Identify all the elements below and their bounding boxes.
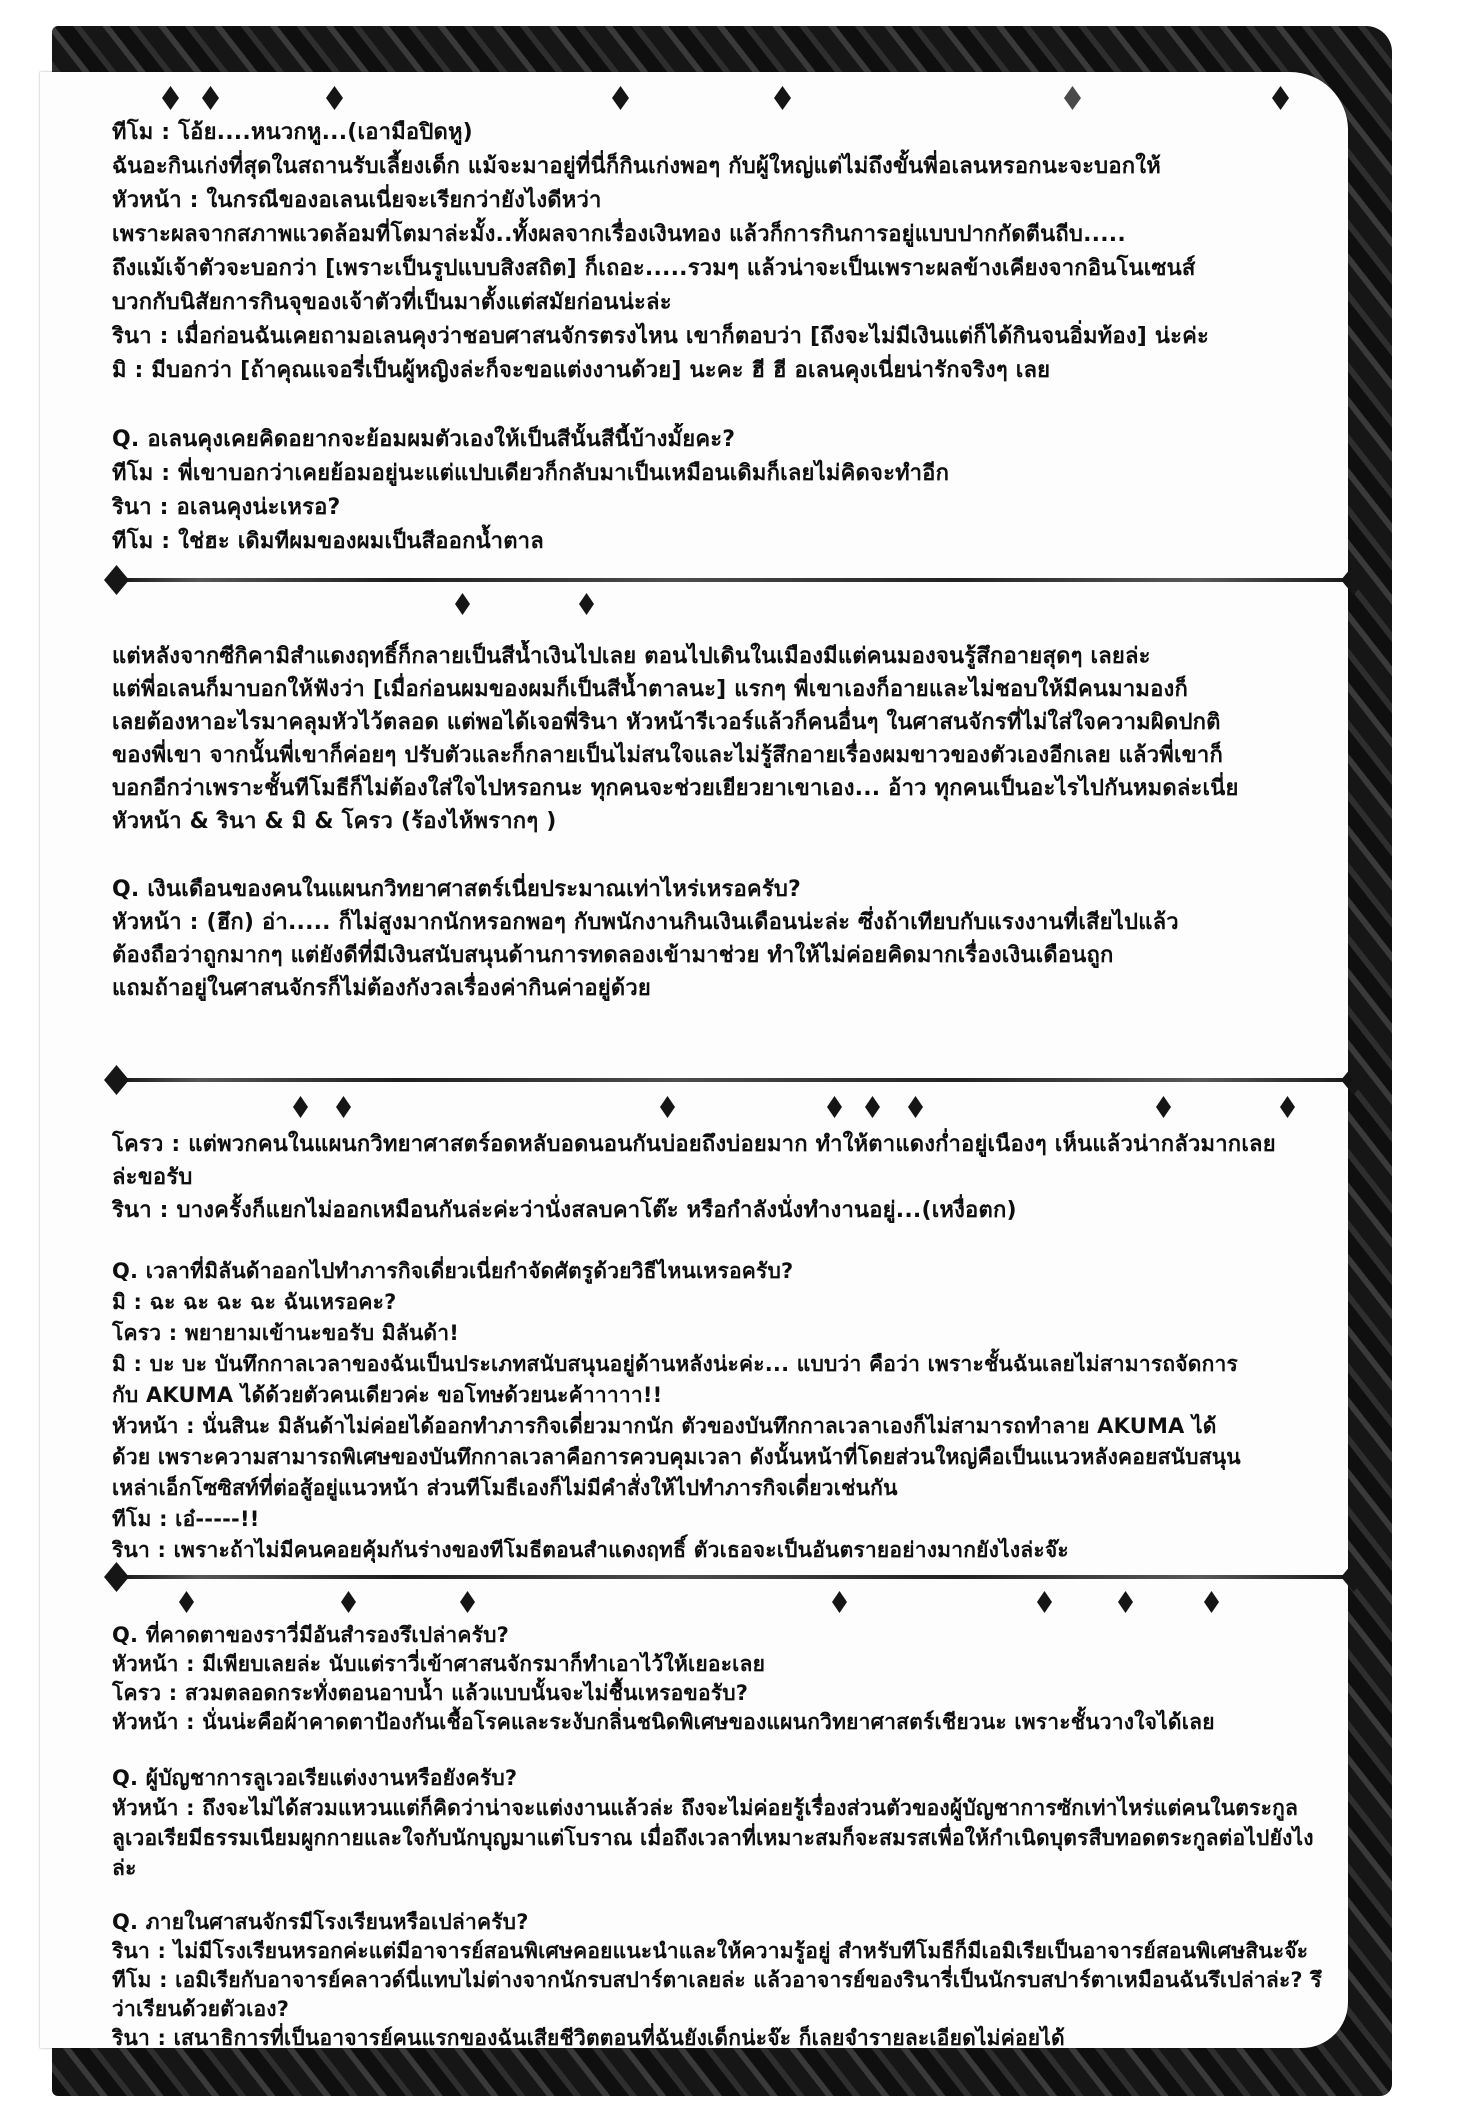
dialogue-line: เหล่าเอ็กโซซิสท์ที่ต่อสู้อยู่แนวหน้า ส่วนทีโมธีเองก็ไม่มีคำสั่งให้ไปทำภารกิจเดี่ยวเช่นกัน — [112, 1476, 898, 1500]
divider-diamond-icon — [104, 1065, 129, 1095]
dialogue-line: โครว : แต่พวกคนในแผนกวิทยาศาสตร์อดหลับอดนอนกันบ่อยถึงบ่อยมาก ทำให้ตาแดงก่ำอยู่เนืองๆ เห็นแล้วน่ากลัวมากเลย — [112, 1132, 1276, 1157]
qa-block-salary — [112, 873, 1338, 1005]
question-line: Q. อเลนคุงเคยคิดอยากจะย้อมผมตัวเองให้เป็นสีนั้นสีนี้บ้างมั้ยคะ? — [112, 427, 736, 452]
dialogue-line: แต่พี่อเลนก็มาบอกให้ฟังว่า [เมื่อก่อนผมของผมก็เป็นสีน้ำตาลนะ] แรกๆ พี่เขาเองก็อายและไม่ชอบให้มีคนมามองก็ — [112, 677, 1188, 702]
dialogue-line: ทีโม : เอ๋-----!! — [112, 1507, 260, 1531]
divider-diamond-icon — [104, 1562, 129, 1592]
dialogue-line: มิ : ฉะ ฉะ ฉะ ฉะ ฉันเหรอคะ? — [112, 1290, 397, 1314]
dialogue-line: รินา : เสนาธิการที่เป็นอาจารย์คนแรกของฉันเสียชีวิตตอนที่ฉันยังเด็กน่ะจ๊ะ ก็เลยจำรายละเอียดไม่ค่อยได้ — [112, 2026, 1065, 2050]
dialogue-block-2 — [112, 640, 1338, 838]
divider-diamond-icon — [1341, 1562, 1366, 1592]
dialogue-line: ถึงแม้เจ้าตัวจะบอกว่า [เพราะเป็นรูปแบบสิงสถิต] ก็เถอะ.....รวมๆ แล้วน่าจะเป็นเพราะผลข้างเคียงจากอินโนเซนส์ — [112, 256, 1196, 281]
qa-block-hair-dye — [112, 423, 1338, 559]
dialogue-line: รินา : อเลนคุงน่ะเหรอ? — [112, 495, 341, 520]
dialogue-line: ด้วย เพราะความสามารถพิเศษของบันทึกกาลเวลาคือการควบคุมเวลา ดังนั้นหน้าที่โดยส่วนใหญ่คือเป็นแนวหลังคอยสนับสนุน — [112, 1445, 1241, 1469]
dialogue-line: ฉันอะกินเก่งที่สุดในสถานรับเลี้ยงเด็ก แม้จะมาอยู่ที่นี่ก็กินเก่งพอๆ กับผู้ใหญ่แต่ไม่ถึงขั้นพี่อเลนหรอกนะจะบอกให้ — [112, 154, 1161, 179]
dialogue-line: รินา : เมื่อก่อนฉันเคยถามอเลนคุงว่าชอบศาสนจักรตรงไหน เขาก็ตอบว่า [ถึงจะไม่มีเงินแต่ก็ได้กินจนอิ่มท้อง] น่ะค่ะ — [112, 324, 1210, 349]
dialogue-line: ทีโม : พี่เขาบอกว่าเคยย้อมอยู่นะแต่แปบเดียวก็กลับมาเป็นเหมือนเดิมก็เลยไม่คิดจะทำอีก — [112, 461, 950, 486]
dialogue-line: หัวหน้า & รินา & มิ & โครว (ร้องไห้พรากๆ ) — [112, 809, 557, 834]
dialogue-line: ล่ะขอรับ — [112, 1165, 193, 1190]
dialogue-line: แถมถ้าอยู่ในศาสนจักรก็ไม่ต้องกังวลเรื่องค่ากินค่าอยู่ด้วย — [112, 976, 652, 1001]
divider-line — [126, 578, 1344, 582]
dialogue-line: ลูเวอเรียมีธรรมเนียมผูกกายและใจกับนักบุญมาแต่โบราณ เมื่อถึงเวลาที่เหมาะสมก็จะสมรสเพื่อให้กำเนิดบุตรสืบทอดตระกูลต่อไปยังไง — [112, 1826, 1314, 1850]
dialogue-line: โครว : พยายามเข้านะขอรับ มิลันด้า! — [112, 1321, 460, 1345]
dialogue-line: หัวหน้า : มีเพียบเลยล่ะ นับแต่ราวี่เข้าศาสนจักรมาก็ทำเอาไว้ให้เยอะเลย — [112, 1652, 766, 1676]
dialogue-line: ทีโม : โอ้ย....หนวกหู...(เอามือปิดหู) — [112, 120, 473, 145]
divider-diamond-icon — [104, 565, 129, 595]
dialogue-line: มิ : มีบอกว่า [ถ้าคุณแจอรี่เป็นผู้หญิงล่ะก็จะขอแต่งงานด้วย] นะคะ ฮี ฮี อเลนคุงเนี่ยน่ารักจริงๆ เลย — [112, 358, 1051, 383]
dialogue-line: หัวหน้า : นั่นน่ะคือผ้าคาดตาป้องกันเชื้อโรคและระงับกลิ่นชนิดพิเศษของแผนกวิทยาศาสตร์เชียวนะ เพราะชั้นวางใจได้เลย — [112, 1710, 1215, 1734]
dialogue-line: หัวหน้า : (ฮึก) อ่า..... ก็ไม่สูงมากนักหรอกพอๆ กับพนักงานกินเงินเดือนน่ะล่ะ ซึ่งถ้าเทียบกับแรงงานที่เสียไปแล้ว — [112, 910, 1179, 935]
question-line: Q. ที่คาดตาของราวี่มีอันสำรองรึเปล่าครับ? — [112, 1623, 510, 1647]
dialogue-line: หัวหน้า : ถึงจะไม่ได้สวมแหวนแต่ก็คิดว่าน่าจะแต่งงานแล้วล่ะ ถึงจะไม่ค่อยรู้เรื่องส่วนตัวของผู้บัญชาการซักเท่าไหร่แต่คนในตระกูล — [112, 1796, 1299, 1820]
dialogue-line: ทีโม : ใช่ฮะ เดิมทีผมของผมเป็นสีออกน้ำตาล — [112, 529, 544, 554]
qa-block-marriage — [112, 1763, 1338, 1883]
dialogue-line: โครว : สวมตลอดกระทั่งตอนอาบน้ำ แล้วแบบนั้นจะไม่ชื้นเหรอขอรับ? — [112, 1681, 749, 1705]
dialogue-line: มิ : บะ บะ บันทึกกาลเวลาของฉันเป็นประเภทสนับสนุนอยู่ด้านหลังน่ะค่ะ... แบบว่า คือว่า เพราะชั้นฉันเลยไม่สามารถจัดการ — [112, 1352, 1238, 1376]
question-line: Q. เวลาที่มิลันด้าออกไปทำภารกิจเดี่ยวเนี่ยกำจัดศัตรูด้วยวิธีไหนเหรอครับ? — [112, 1259, 794, 1283]
qa-block-miranda — [112, 1256, 1338, 1566]
dialogue-line: ว่าเรียนด้วยตัวเอง? — [112, 1997, 290, 2021]
dialogue-block-3 — [112, 1128, 1338, 1227]
dialogue-line: ของพี่เขา จากนั้นพี่เขาก็ค่อยๆ ปรับตัวและก็กลายเป็นไม่สนใจและไม่รู้สึกอายเรื่องผมขาวของตัวเองอีกเลย แล้วพี่เขาก็ — [112, 743, 1223, 768]
dialogue-line: รินา : เพราะถ้าไม่มีคนคอยคุ้มกันร่างของทีโมธีตอนสำแดงฤทธิ์ ตัวเธอจะเป็นอันตรายอย่างมากยังไงล่ะจ๊ะ — [112, 1538, 1069, 1562]
dialogue-line: ทีโม : เอมิเรียกับอาจารย์คลาวด์นี่แทบไม่ต่างจากนักรบสปาร์ตาเลยล่ะ แล้วอาจารย์ของรินารี่เป็นนักรบสปาร์ตาเหมือนฉันรึเปล่าล่ะ? รึ — [112, 1968, 1322, 1992]
dialogue-line: หัวหน้า : นั่นสินะ มิลันด้าไม่ค่อยได้ออกทำภารกิจเดี่ยวมากนัก ตัวของบันทึกกาลเวลาเองก็ไม่สามารถทำลาย AKUMA ได้ — [112, 1414, 1217, 1438]
divider-diamond-icon — [1341, 565, 1366, 595]
section-divider — [104, 565, 1366, 595]
dialogue-line: ล่ะ — [112, 1856, 137, 1880]
divider-line — [126, 1078, 1344, 1082]
dialogue-line: บอกอีกว่าเพราะชั้นทีโมธีก็ไม่ต้องใส่ใจไปหรอกนะ ทุกคนจะช่วยเยียวยาเขาเอง... อ้าว ทุกคนเป็นอะไรไปกันหมดล่ะเนี่ย — [112, 776, 1239, 801]
dialogue-line: บวกกับนิสัยการกินจุของเจ้าตัวที่เป็นมาตั้งแต่สมัยก่อนน่ะล่ะ — [112, 290, 672, 315]
question-line: Q. ผู้บัญชาการลูเวอเรียแต่งงานหรือยังครับ? — [112, 1766, 518, 1790]
divider-diamond-icon — [1341, 1065, 1366, 1095]
dialogue-line: รินา : ไม่มีโรงเรียนหรอกค่ะแต่มีอาจารย์สอนพิเศษคอยแนะนำและให้ความรู้อยู่ สำหรับทีโมธีก็มีเอมิเรียเป็นอาจารย์สอนพิเศษสินะจ๊ะ — [112, 1939, 1309, 1963]
qa-block-school — [112, 1908, 1338, 2053]
dialogue-line: กับ AKUMA ได้ด้วยตัวคนเดียวค่ะ ขอโทษด้วยนะค้าาาาา!! — [112, 1383, 663, 1407]
qa-block-eyepatch — [112, 1621, 1338, 1737]
divider-line — [126, 1575, 1344, 1579]
dialogue-line: แต่หลังจากซีกิคามิสำแดงฤทธิ์ก็กลายเป็นสีน้ำเงินไปเลย ตอนไปเดินในเมืองมีแต่คนมองจนรู้สึกอายสุดๆ เลยล่ะ — [112, 644, 1151, 669]
section-divider — [104, 1562, 1366, 1592]
dialogue-line: เลยต้องหาอะไรมาคลุมหัวไว้ตลอด แต่พอได้เจอพี่รินา หัวหน้ารีเวอร์แล้วก็คนอื่นๆ ในศาสนจักรที่ไม่ใส่ใจความผิดปกติ — [112, 710, 1221, 735]
question-line: Q. เงินเดือนของคนในแผนกวิทยาศาสตร์เนี่ยประมาณเท่าไหร่เหรอครับ? — [112, 877, 801, 902]
dialogue-line: หัวหน้า : ในกรณีของอเลนเนี่ยจะเรียกว่ายังไงดีหว่า — [112, 188, 602, 213]
section-divider — [104, 1065, 1366, 1095]
dialogue-line: เพราะผลจากสภาพแวดล้อมที่โตมาล่ะมั้ง..ทั้งผลจากเรื่องเงินทอง แล้วก็การกินการอยู่แบบปากกัดตีนถีบ..... — [112, 222, 1126, 247]
dialogue-line: ต้องถือว่าถูกมากๆ แต่ยังดีที่มีเงินสนับสนุนด้านการทดลองเข้ามาช่วย ทำให้ไม่ค่อยคิดมากเรื่องเงินเดือนถูก — [112, 943, 1114, 968]
dialogue-line: รินา : บางครั้งก็แยกไม่ออกเหมือนกันล่ะค่ะว่านั่งสลบคาโต๊ะ หรือกำลังนั่งทำงานอยู่...(เหงื่อตก) — [112, 1198, 1017, 1223]
dialogue-block-1 — [112, 116, 1338, 388]
question-line: Q. ภายในศาสนจักรมีโรงเรียนหรือเปล่าครับ? — [112, 1910, 529, 1934]
